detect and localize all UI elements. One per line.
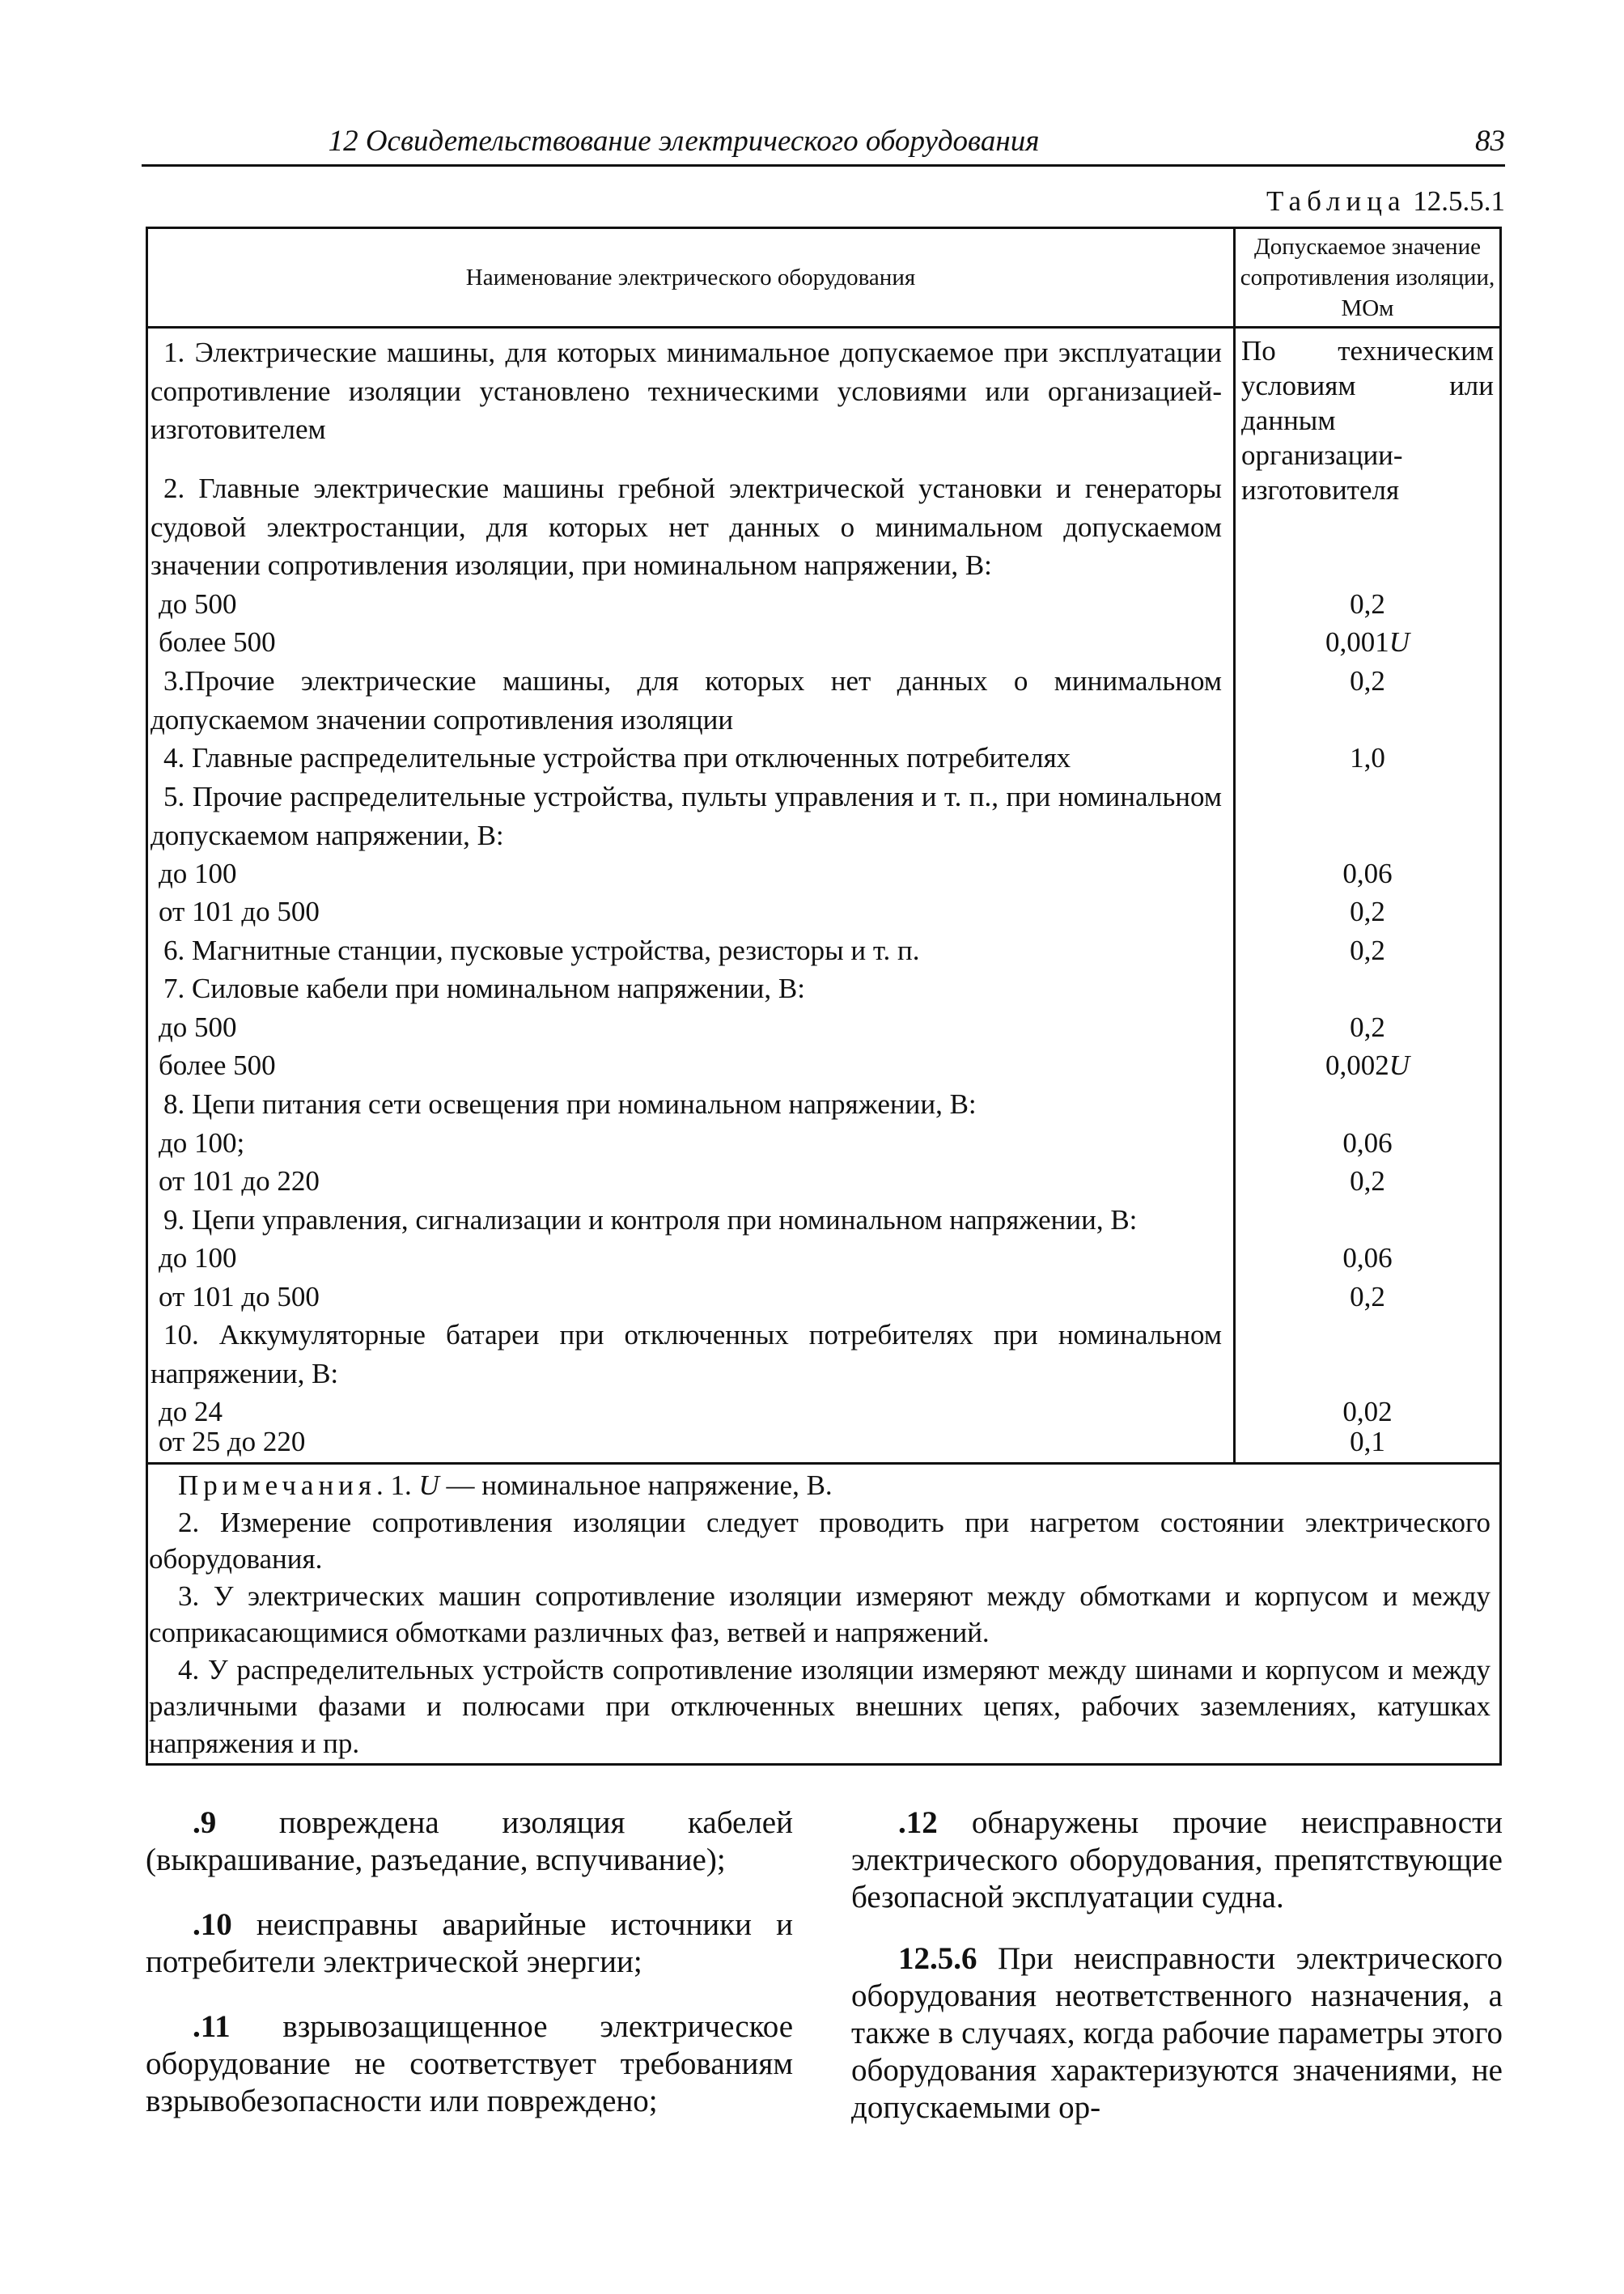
- section-12-5-6: [851, 1940, 1503, 2127]
- column-header-resistance: Допускаемое значение сопротивления изоляции, МОм: [1240, 234, 1495, 321]
- note-2: 2. Измерение сопротивления изоляции следует проводить при нагретом состоянии электрического оборудования.: [149, 1506, 1490, 1575]
- table-row-name: до 500: [159, 1011, 237, 1043]
- clause-number: .9: [193, 1805, 217, 1840]
- note-1: [149, 1467, 1490, 1504]
- clause-12: [851, 1804, 1503, 1916]
- table-row-value: 0,2: [1350, 896, 1385, 927]
- value-number: 0,002: [1325, 1049, 1389, 1081]
- section-text: При неисправности электрического оборудования неответственного назначения, а также в случаях, когда рабочие параметры этого оборудования характеризуются значениями, не допускаемыми ор-: [851, 1941, 1503, 2125]
- voltage-symbol: U: [1389, 626, 1410, 658]
- clause-text: взрывозащищенное электрическое оборудование не соответствует требованиям взрывобезопасности или повреждено;: [146, 2009, 793, 2118]
- value-number: 0,001: [1325, 626, 1389, 658]
- page-number: 83: [1475, 125, 1505, 158]
- table-header-divider: [146, 326, 1502, 329]
- running-header-title: 12 Освидетельствование электрического оборудования: [328, 125, 1040, 158]
- column-header-equipment: Наименование электрического оборудования: [465, 264, 916, 290]
- table-row-name: от 101 до 500: [159, 1281, 320, 1312]
- table-row-value: 0,2: [1350, 1165, 1385, 1197]
- table-row-value: 0,2: [1350, 1011, 1385, 1043]
- table-caption-word: Таблица: [1266, 185, 1406, 217]
- clause-text: обнаружены прочие неисправности электрического оборудования, препятствующие безопасной эксплуатации судна.: [851, 1805, 1503, 1914]
- table-row-name: до 100;: [159, 1127, 245, 1159]
- table-row-name: до 100: [159, 1242, 237, 1274]
- table-row-name: от 101 до 500: [159, 896, 320, 927]
- table-row-name: от 101 до 220: [159, 1165, 320, 1197]
- table-caption-number: 12.5.5.1: [1413, 185, 1505, 217]
- note-4: 4. У распределительных устройств сопротивление изоляции измеряют между шинами и корпусом и между различными фазами и полюсами при отключенных внешних цепях, рабочих заземлениях, катушках напряжения и пр.: [149, 1653, 1490, 1759]
- clause-text: неисправны аварийные источники и потребители электрической энергии;: [146, 1907, 793, 1979]
- table-row-name: 9. Цепи управления, сигнализации и контроля при номинальном напряжении, В:: [163, 1204, 1138, 1236]
- note-1-prefix: . 1.: [376, 1469, 419, 1501]
- note-1-text: — номинальное напряжение, В.: [439, 1469, 833, 1501]
- table-row-value: 0,02: [1342, 1396, 1393, 1427]
- table-row-name: до 100: [159, 858, 237, 889]
- body-column-right: [851, 1804, 1503, 2151]
- table-row-value: 0,06: [1342, 858, 1393, 889]
- table-row-value: 0,06: [1342, 1242, 1393, 1274]
- table-caption: [1266, 183, 1505, 219]
- section-number: 12.5.6: [898, 1941, 977, 1976]
- table-row-name: 8. Цепи питания сети освещения при номинальном напряжении, В:: [163, 1088, 977, 1120]
- table-row-name: 4. Главные распределительные устройства при отключенных потребителях: [163, 742, 1071, 774]
- notes-label: Примечания: [178, 1469, 377, 1501]
- clause-9: [146, 1804, 793, 1879]
- table-row-name: до 500: [159, 588, 237, 620]
- clause-text: повреждена изоляция кабелей (выкрашивание, разъедание, вспучивание);: [146, 1805, 793, 1877]
- table-row-value: [1236, 1046, 1499, 1085]
- clause-11: [146, 2008, 793, 2120]
- table-row-name: до 24: [159, 1396, 223, 1427]
- table-notes: [149, 1467, 1490, 1762]
- table-row-value: 0,1: [1350, 1426, 1385, 1457]
- clause-number: .12: [898, 1805, 938, 1840]
- table-row-name: 10. Аккумуляторные батареи при отключенных потребителях при номинальном напряжении, В:: [151, 1319, 1222, 1389]
- note-3: 3. У электрических машин сопротивление изоляции измеряют между обмотками и корпусом и между соприкасающимися обмотками различных фаз, ветвей и напряжений.: [149, 1580, 1490, 1648]
- table-row-value: 0,06: [1342, 1127, 1393, 1159]
- header-rule: [142, 164, 1505, 167]
- table-row-name: 6. Магнитные станции, пусковые устройства, резисторы и т. п.: [163, 935, 920, 966]
- table-row-name: от 25 до 220: [159, 1426, 306, 1457]
- clause-number: .11: [193, 2009, 231, 2044]
- table-row-value: По техническим условиям или данным организации-изготовителя: [1241, 335, 1494, 506]
- voltage-symbol: U: [1389, 1049, 1410, 1081]
- table-row-value: 0,2: [1350, 935, 1385, 966]
- clause-10: [146, 1906, 793, 1981]
- table-row-value: 0,2: [1350, 665, 1385, 697]
- clause-number: .10: [193, 1907, 232, 1942]
- table-row-value: 0,2: [1350, 588, 1385, 620]
- table-row-name: более 500: [159, 1049, 276, 1081]
- body-column-left: [146, 1804, 793, 2148]
- table-row-name: более 500: [159, 626, 276, 658]
- table-row-name: 1. Электрические машины, для которых минимальное допускаемое при эксплуатации сопротивление изоляции установлено техническими условиями или организацией-изготовителем: [151, 337, 1222, 446]
- table-row-value: 0,2: [1350, 1281, 1385, 1312]
- note-1-symbol: U: [418, 1469, 439, 1501]
- table-row-name: 5. Прочие распределительные устройства, пульты управления и т. п., при номинальном допускаемом напряжении, В:: [151, 781, 1222, 851]
- table-row-value: [1236, 623, 1499, 662]
- table-row-name: 2. Главные электрические машины гребной электрической установки и генераторы судовой электростанции, для которых нет данных о минимальном допускаемом значении сопротивления изоляции, при номинальном напряжении, В:: [151, 473, 1222, 582]
- table-row-name: 3.Прочие электрические машины, для которых нет данных о минимальном допускаемом значении сопротивления изоляции: [151, 665, 1222, 736]
- table-row-value: 1,0: [1350, 742, 1385, 774]
- table-notes-divider: [146, 1462, 1502, 1465]
- table-row-name: 7. Силовые кабели при номинальном напряжении, В:: [163, 973, 805, 1004]
